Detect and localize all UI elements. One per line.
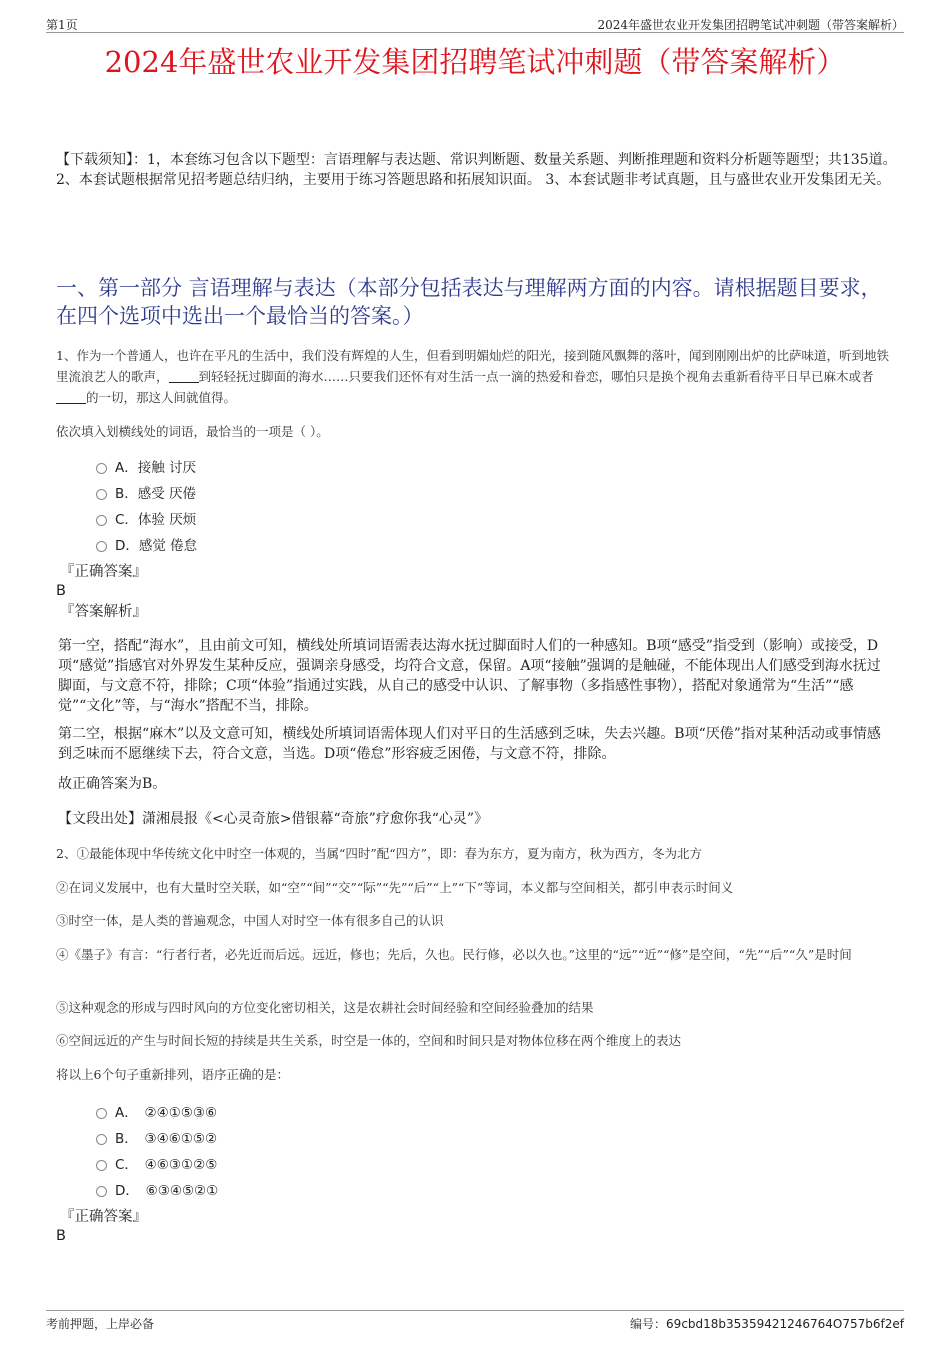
option-c[interactable]: C．体验 厌烦 [96, 505, 496, 531]
radio-icon[interactable] [96, 489, 107, 500]
analysis-label: 『答案解析』 [60, 604, 147, 620]
footer-code-label: 编号： [630, 1317, 667, 1331]
question-1-prompt: 依次填入划横线处的词语，最恰当的一项是（ ）。 [56, 424, 329, 439]
question-1-options [96, 453, 496, 557]
radio-icon[interactable] [96, 1108, 107, 1119]
radio-icon[interactable] [96, 1186, 107, 1197]
source-citation: 【文段出处】潇湘晨报《<心灵奇旅>借银幕“奇旅”疗愈你我“心灵”》 [58, 811, 489, 827]
fill-blank [56, 389, 86, 404]
question-2-sentence-5: ⑤这种观念的形成与四时风向的方位变化密切相关，这是农耕社会时间经验和空间经验叠加的结果 [56, 1000, 594, 1015]
option-a[interactable]: A．接触 讨厌 [96, 453, 496, 479]
option-d[interactable]: D．感觉 倦怠 [96, 531, 496, 557]
radio-icon[interactable] [96, 541, 107, 552]
answer-label: 『正确答案』 [60, 1209, 147, 1225]
footer-slogan: 考前押题，上岸必备 [46, 1317, 155, 1331]
question-2-options [96, 1098, 496, 1202]
option-b[interactable]: B． ③④⑥①⑤② [96, 1124, 496, 1150]
radio-icon[interactable] [96, 463, 107, 474]
q1-part1: 1、作为一个普通人，也许在平凡的生活中，我们没有辉煌的人生，但看到明媚灿烂的阳光，接到随风飘舞的落叶，闻到刚刚出炉的比萨味道，听到地铁里流浪艺人的歌声， [56, 348, 889, 384]
answer-value: B [56, 1228, 66, 1244]
radio-icon[interactable] [96, 1160, 107, 1171]
question-2-sentence-4: ④《墨子》有言：“行者行者，必先近而后远。远近，修也；先后，久也。民行修，必以久也。”这里的“远”“近”“修”是空间，“先”“后”“久”是时间 [56, 947, 852, 962]
footer-code-value: 69cbd18b35359421246764O757b6f2ef [666, 1317, 904, 1331]
question-2-prompt: 将以上6个句子重新排列，语序正确的是： [56, 1067, 289, 1082]
option-a[interactable]: A． ②④①⑤③⑥ [96, 1098, 496, 1124]
question-1-text [56, 345, 898, 408]
radio-icon[interactable] [96, 1134, 107, 1145]
section-title: 一、第一部分 言语理解与表达（本部分包括表达与理解两方面的内容。请根据题目要求，在四个选项中选出一个最恰当的答案。） [56, 276, 882, 328]
option-d[interactable]: D． ⑥③④⑤②① [96, 1176, 496, 1202]
analysis-paragraph-1: 第一空，搭配“海水”，且由前文可知，横线处所填词语需表达海水抚过脚面时人们的一种感知。B项“感受”指受到（影响）或接受，D项“感觉”指感官对外界发生某种反应，强调亲身感受，均符合文意，保留。A项“接触”强调的是触碰，不能体现出人们感受到海水抚过脚面，与文意不符，排除；C项“体验”指通过实践，从自己的感受中认识、了解事物（多指感性事物），搭配对象通常为“生活”“感觉”“文化”等，与“海水”搭配不当，排除。 [58, 638, 881, 714]
page-header [46, 14, 904, 33]
question-2-sentence-3: ③时空一体，是人类的普遍观念，中国人对时空一体有很多自己的认识 [56, 913, 444, 928]
answer-value: B [56, 583, 66, 599]
analysis-conclusion: 故正确答案为B。 [58, 776, 167, 792]
q1-part3: 的一切，那这人间就值得。 [86, 390, 237, 405]
page-number: 第1页 [46, 18, 78, 32]
answer-label: 『正确答案』 [60, 564, 147, 580]
fill-blank [169, 368, 199, 383]
question-2-sentence-2: ②在词义发展中，也有大量时空关联，如“空”“间”“交”“际”“先”“后”“上”“下”等词，本义都与空间相关，都引申表示时间义 [56, 880, 734, 895]
option-c[interactable]: C． ④⑥③①②⑤ [96, 1150, 496, 1176]
option-b[interactable]: B．感受 厌倦 [96, 479, 496, 505]
footer-code [630, 1315, 904, 1332]
page-footer [46, 1310, 904, 1329]
document-title: 2024年盛世农业开发集团招聘笔试冲刺题（带答案解析） [104, 45, 846, 79]
question-2-sentence-6: ⑥空间远近的产生与时间长短的持续是共生关系，时空是一体的，空间和时间只是对物体位移在两个维度上的表达 [56, 1033, 682, 1048]
header-doc-title: 2024年盛世农业开发集团招聘笔试冲刺题（带答案解析） [597, 18, 904, 32]
q1-part2: 到轻轻抚过脚面的海水……只要我们还怀有对生活一点一滴的热爱和眷恋，哪怕只是换个视角去重新看待平日早已麻木或者 [198, 369, 874, 384]
question-2-sentence-1: 2、①最能体现中华传统文化中时空一体观的，当属“四时”配“四方”，即：春为东方，夏为南方，秋为西方，冬为北方 [56, 846, 703, 861]
radio-icon[interactable] [96, 515, 107, 526]
analysis-paragraph-2: 第二空，根据“麻木”以及文意可知，横线处所填词语需体现人们对平日的生活感到乏味，失去兴趣。B项“厌倦”指对某种活动或事情感到乏味而不愿继续下去，符合文意，当选。D项“倦怠”形容疲乏困倦，与文意不符，排除。 [58, 726, 881, 762]
download-notice: 【下载须知】：1，本套练习包含以下题型：言语理解与表达题、常识判断题、数量关系题、判断推理题和资料分析题等题型；共135道。 2、本套试题根据常见招考题总结归纳，主要用于练习答题思路和拓展知识面。 3、本套试题非考试真题，且与盛世农业开发集团无关。 [56, 152, 897, 188]
